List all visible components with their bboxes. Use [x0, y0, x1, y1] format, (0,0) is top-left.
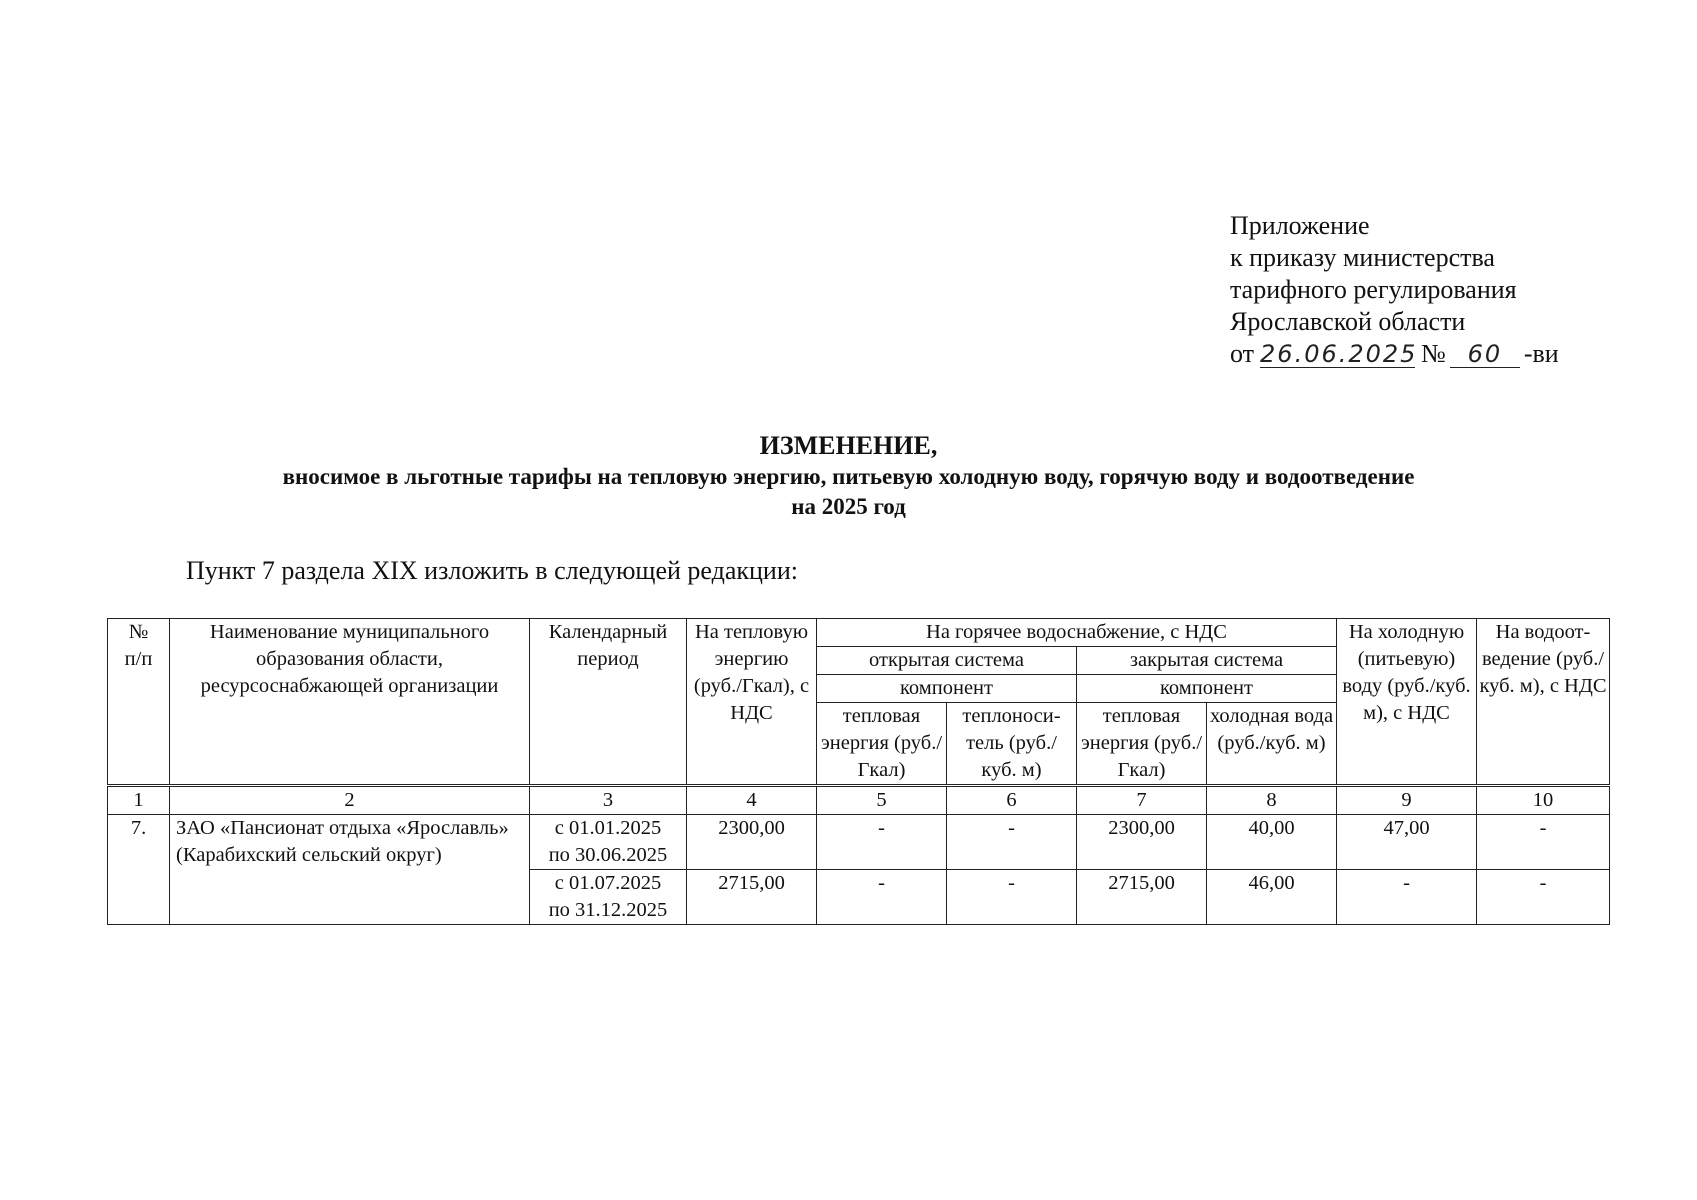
cell-closed-cold: 46,00 — [1207, 870, 1337, 925]
column-number: 5 — [817, 786, 947, 815]
appendix-order-line — [1230, 338, 1559, 370]
header-closed-heat-energy: тепловая энергия (руб./Гкал) — [1077, 703, 1207, 786]
column-number: 10 — [1477, 786, 1610, 815]
column-number-row — [108, 786, 1610, 815]
order-date: 26.06.2025 — [1260, 340, 1418, 368]
cell-open-carrier: - — [947, 870, 1077, 925]
cell-closed-heat: 2715,00 — [1077, 870, 1207, 925]
header-closed-system: закрытая система — [1077, 647, 1337, 675]
column-number: 7 — [1077, 786, 1207, 815]
entry-number: 7. — [108, 815, 170, 925]
header-period: Календарный период — [530, 619, 687, 786]
header-open-heat-energy: тепловая энергия (руб./Гкал) — [817, 703, 947, 786]
cell-closed-cold: 40,00 — [1207, 815, 1337, 870]
title-year: на 2025 год — [791, 494, 906, 519]
order-number-sign: № — [1421, 339, 1446, 368]
cell-open-carrier: - — [947, 815, 1077, 870]
cell-cold-water: 47,00 — [1337, 815, 1477, 870]
header-cold-water: На холодную (питьевую) воду (руб./куб. м), с НДС — [1337, 619, 1477, 786]
period-from: с 01.01.2025 — [554, 817, 662, 839]
title-main: ИЗМЕНЕНИЕ, — [759, 431, 938, 460]
header-number-pp: п/п — [124, 648, 153, 670]
order-number: 60 — [1450, 341, 1520, 368]
tariff-table — [107, 618, 1610, 925]
header-drainage: На водоот-ведение (руб./куб. м), с НДС — [1477, 619, 1610, 786]
cell-drainage: - — [1477, 815, 1610, 870]
column-number: 2 — [170, 786, 530, 815]
header-row-1 — [108, 619, 1610, 647]
header-component-closed: компонент — [1077, 675, 1337, 703]
column-number: 9 — [1337, 786, 1477, 815]
header-number — [108, 619, 170, 786]
cell-open-heat: - — [817, 870, 947, 925]
cell-heat: 2715,00 — [687, 870, 817, 925]
header-open-heat-carrier: теплоноси-тель (руб./куб. м) — [947, 703, 1077, 786]
header-open-system: открытая система — [817, 647, 1077, 675]
cell-closed-heat: 2300,00 — [1077, 815, 1207, 870]
cell-heat: 2300,00 — [687, 815, 817, 870]
entry-period — [530, 870, 687, 925]
header-number-sign: № — [128, 621, 149, 643]
column-number: 3 — [530, 786, 687, 815]
period-from: с 01.07.2025 — [554, 872, 662, 894]
column-number: 4 — [687, 786, 817, 815]
table-row — [108, 815, 1610, 870]
document-title — [0, 430, 1697, 522]
header-org-name: Наименование муниципального образования области, ресурсоснабжающей организации — [170, 619, 530, 786]
appendix-line-2: к приказу министерства — [1230, 243, 1495, 272]
period-to: по 31.12.2025 — [548, 899, 668, 921]
title-subtitle: вносимое в льготные тарифы на тепловую энергию, питьевую холодную воду, горячую воду и водоотведение — [282, 464, 1415, 489]
header-heat-energy: На тепловую энергию (руб./Гкал), с НДС — [687, 619, 817, 786]
order-number-suffix: -ви — [1523, 339, 1559, 368]
entry-organization: ЗАО «Пансионат отдыха «Ярославль» (Карабихский сельский округ) — [170, 815, 530, 925]
header-component-open: компонент — [817, 675, 1077, 703]
column-number: 1 — [108, 786, 170, 815]
appendix-line-4: Ярославской области — [1230, 307, 1466, 336]
period-to: по 30.06.2025 — [548, 844, 668, 866]
cell-drainage: - — [1477, 870, 1610, 925]
appendix-line-1: Приложение — [1230, 211, 1370, 240]
order-from-label: от — [1230, 339, 1255, 368]
column-number: 6 — [947, 786, 1077, 815]
cell-open-heat: - — [817, 815, 947, 870]
appendix-header — [1230, 210, 1559, 370]
header-closed-cold-water: холодная вода (руб./куб. м) — [1207, 703, 1337, 786]
intro-paragraph: Пункт 7 раздела XIX изложить в следующей редакции: — [186, 556, 798, 585]
cell-cold-water: - — [1337, 870, 1477, 925]
entry-period — [530, 815, 687, 870]
header-hot-water: На горячее водоснабжение, с НДС — [817, 619, 1337, 647]
appendix-line-3: тарифного регулирования — [1230, 275, 1517, 304]
column-number: 8 — [1207, 786, 1337, 815]
